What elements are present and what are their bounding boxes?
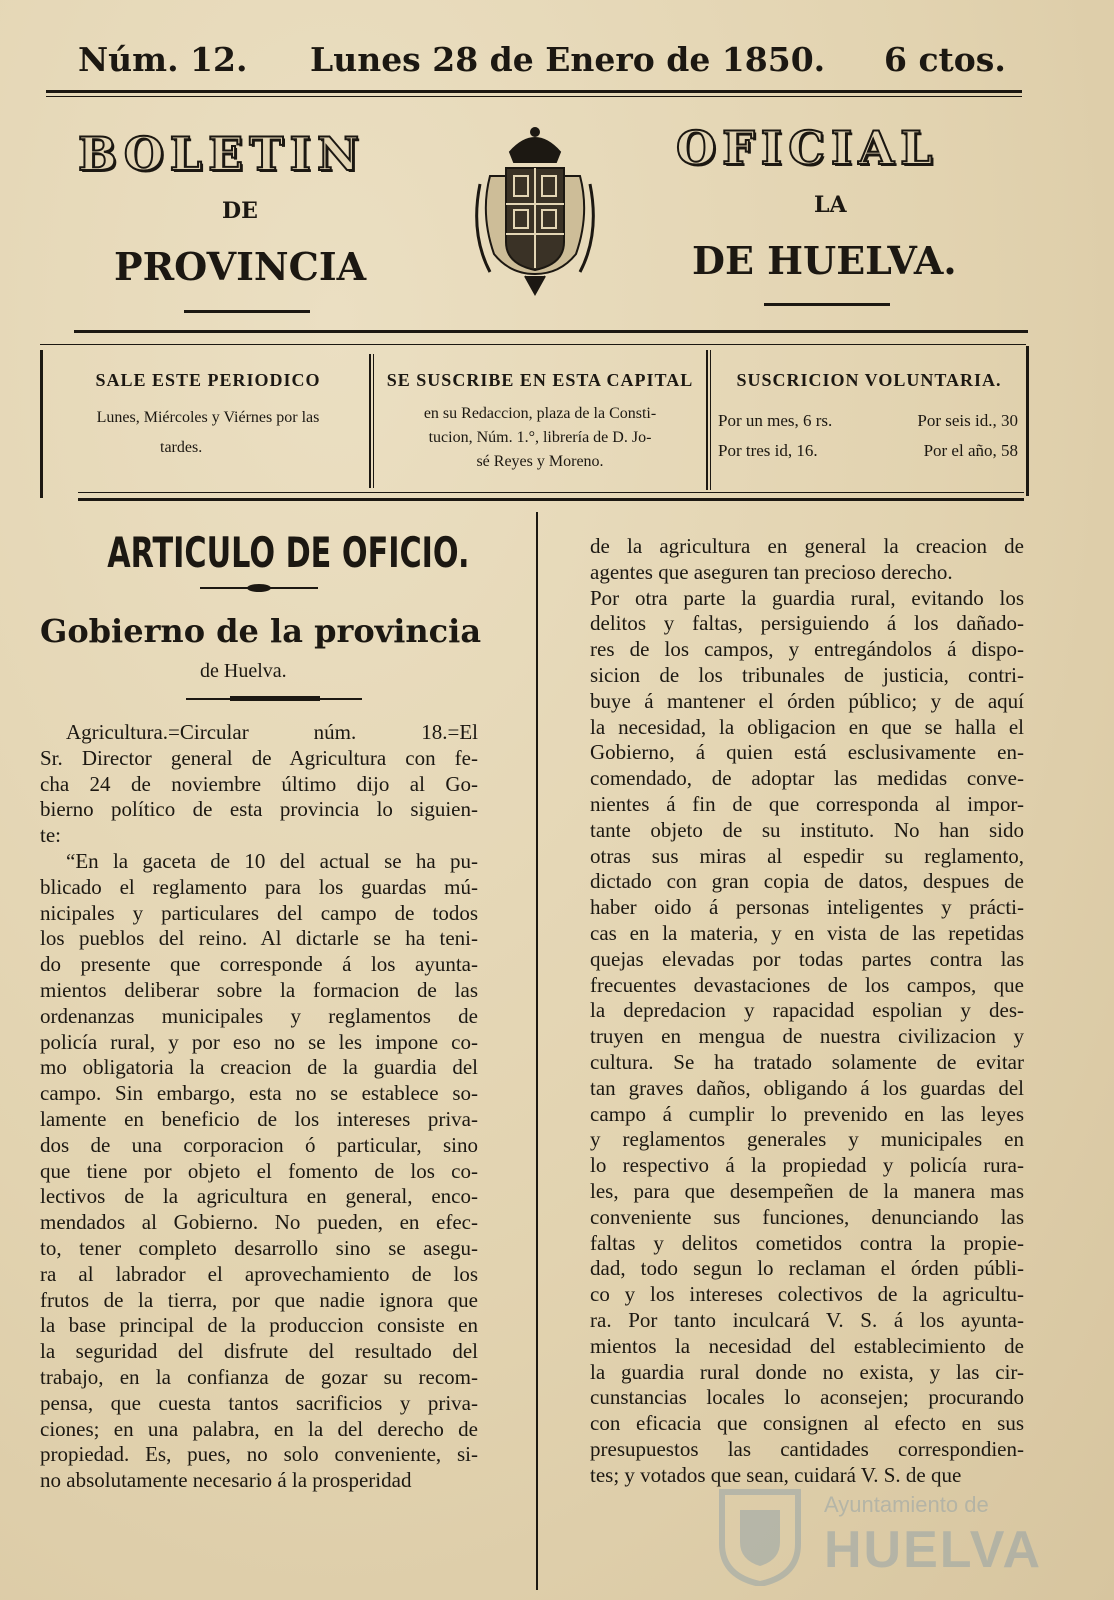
info-box-divider-1b (373, 354, 374, 488)
info-rate: Por el año, 58 (923, 441, 1018, 460)
text-line: propiedad. Es, pues, no solo conveniente, si- (40, 1442, 478, 1467)
info-place-line: en su Redaccion, plaza de la Consti- (423, 405, 657, 422)
text-line: lamente en beneficio de los intereses priva- (40, 1107, 478, 1131)
text-line: Por otra parte la guardia rural, evitando los (590, 585, 1024, 610)
article-subheading: de Huelva. (200, 660, 287, 682)
text-line: sicion de los tribunales de justicia, contri- (590, 663, 1024, 687)
info-box-top-thin (40, 344, 1026, 345)
text-line: do presente que corresponde á los ayunta- (40, 952, 478, 977)
info-schedule-heading: SALE ESTE PERIODICO (95, 370, 321, 390)
text-line: ra. Por tanto inculcará V. S. á los ayunta- (590, 1308, 1024, 1332)
text-line: lo respectivo á la propiedad y policía rura- (590, 1153, 1024, 1178)
text-line: ra al labrador el aprovechamiento de los (40, 1261, 478, 1286)
info-box-divider-2b (710, 350, 711, 490)
text-line: conveniente sus funciones, denunciando las (590, 1204, 1024, 1229)
text-line: trabajo, en la confianza de gozar su recom- (40, 1365, 478, 1389)
text-line: nientes á fin de que corresponda al impor- (590, 792, 1024, 816)
text-line: faltas y delitos cometidos contra la propie- (590, 1230, 1024, 1255)
info-rate: Por un mes, 6 rs. (718, 411, 833, 430)
info-subscription-rates (714, 356, 1024, 486)
masthead-rule-left (184, 310, 310, 313)
text-line: bierno político de esta provincia lo siguien- (40, 797, 478, 822)
text-line: frutos de la tierra, por que nadie ignora que (40, 1287, 478, 1312)
text-line: te: (40, 823, 61, 848)
text-line: dad, todo segun lo reclaman el órden públi- (590, 1256, 1024, 1281)
text-line: cas en la materia, y en vista de las repetidas (590, 921, 1024, 945)
top-rule-thick (46, 90, 1022, 93)
info-place-heading: SE SUSCRIBE EN ESTA CAPITAL (386, 370, 694, 390)
text-line: la base principal de la produccion consiste en (40, 1313, 478, 1338)
text-line: truyen en mengua de nuestra civilizacion y (590, 1024, 1024, 1049)
info-box-right-border (1026, 346, 1029, 496)
masthead-provincia: PROVINCIA (114, 244, 367, 289)
text-line: dictado con gran copia de datos, despues de (590, 869, 1024, 894)
text-line: lectivos de la agricultura en general, enco- (40, 1184, 478, 1209)
text-line: les, para que desempeñen de la manera mas (590, 1179, 1024, 1203)
title-word-boletin: BOLETIN (78, 127, 366, 181)
info-schedule-line: tardes. (160, 439, 203, 456)
masthead-de: DE (222, 198, 258, 224)
text-line: la seguridad del disfrute del resultado del (40, 1339, 478, 1364)
text-line: cunstancias locales lo aconsejen; procurando (590, 1385, 1024, 1410)
text-line: Agricultura.=Circular núm. 18.=El (66, 720, 478, 744)
text-line: co y los intereses colectivos de la agricultu- (590, 1282, 1024, 1307)
masthead-rule-right (764, 303, 890, 306)
info-subscription-place (378, 356, 702, 486)
info-schedule-line: Lunes, Miércoles y Viérnes por las (96, 409, 320, 426)
text-line: ordenanzas municipales y reglamentos de (40, 1003, 478, 1028)
ornament-divider-icon (200, 582, 318, 594)
text-line: ciones; en una palabra, en la del derecho de (40, 1416, 478, 1441)
info-box-top-rule (74, 330, 1028, 333)
info-rates-heading: SUSCRICION VOLUNTARIA. (736, 370, 1002, 390)
text-line: presupuestos las cantidades correspondien- (590, 1437, 1024, 1461)
text-line: Sr. Director general de Agricultura con fe- (40, 745, 478, 770)
text-line: comendado, de adoptar las medidas conve- (590, 766, 1024, 791)
text-line: la guardia rural donde no exista, y las cir- (590, 1359, 1024, 1384)
text-line: la necesidad, la obligacion en que se halla el (590, 714, 1024, 739)
text-line: dos de una corporacion ó particular, sino (40, 1132, 478, 1157)
text-line: cha 24 de noviembre último dijo al Go- (40, 771, 478, 796)
text-line: cultura. Se ha tratado solamente de evitar (590, 1050, 1024, 1074)
info-rate: Por tres id, 16. (718, 441, 818, 460)
text-line: mientos deliberar sobre la formacion de las (40, 978, 478, 1002)
text-line: policía rural, y por eso no se les impone co- (40, 1029, 478, 1054)
text-line: mientos la necesidad del establecimiento de (590, 1333, 1024, 1358)
info-box-left-border (40, 350, 43, 498)
text-line: quejas elevadas por todas partes contra las (590, 946, 1024, 971)
info-box-bottom-rule (78, 498, 1024, 501)
info-rate: Por seis id., 30 (917, 411, 1018, 430)
heading-rule-center (230, 696, 320, 701)
watermark-line-2: HUELVA (824, 1521, 1043, 1579)
text-line: campo á cumplir lo prevenido en las leyes (590, 1101, 1024, 1126)
text-line: “En la gaceta de 10 del actual se ha pu- (66, 849, 478, 873)
text-line: con eficacia que consignen al efecto en sus (590, 1411, 1024, 1436)
text-line: de la agricultura en general la creacion de (590, 534, 1024, 558)
coat-of-arms-icon (470, 124, 600, 308)
text-line: tante objeto de su instituto. No han sido (590, 817, 1024, 842)
text-line: no absolutamente necesario á la prosperidad (40, 1468, 412, 1493)
text-line: Gobierno, á quien está esclusivamente en- (590, 740, 1024, 765)
text-line: agentes que aseguren tan precioso derecho. (590, 559, 953, 584)
text-line: pensa, que cuesta tantos sacrificios y priva- (40, 1390, 478, 1415)
text-line: otras sus miras al espedir su reglamento, (590, 843, 1024, 868)
info-schedule (50, 356, 366, 486)
masthead-la: LA (814, 192, 847, 218)
top-rule-thin (46, 96, 1022, 97)
text-line: y reglamentos generales y municipales en (590, 1127, 1024, 1152)
text-line: haber oido á personas inteligentes y prácti- (590, 895, 1024, 920)
text-line: delitos y faltas, persiguiendo á los dañado- (590, 611, 1024, 636)
article-heading: Gobierno de la provincia (40, 612, 482, 650)
text-line: la depredacion y rapacidad espolian y des- (590, 998, 1024, 1023)
info-rates-row (714, 406, 1024, 436)
info-box-divider-2 (706, 350, 708, 490)
text-line: mo obligatoria la creacion de la guardia del (40, 1055, 478, 1080)
text-line: to, tener completo desarrollo sino se asegu- (40, 1236, 478, 1260)
section-title: ARTICULO DE OFICIO. (107, 528, 470, 577)
text-line: frecuentes devastaciones de los campos, que (590, 972, 1024, 997)
text-line: que tiene por objeto el fomento de los co- (40, 1158, 478, 1183)
issue-date: Lunes 28 de Enero de 1850. (310, 40, 826, 79)
text-line: nicipales y particulares del campo de todos (40, 900, 478, 925)
info-box-divider-1 (369, 354, 371, 488)
city-seal-icon (712, 1486, 808, 1586)
text-line: blicado el reglamento para los guardas mú- (40, 874, 478, 899)
info-place-line: tucion, Núm. 1.°, librería de D. Jo- (428, 429, 652, 446)
text-line: campo. Sin embargo, esta no se establece so- (40, 1081, 478, 1106)
watermark-line-1: Ayuntamiento de (824, 1492, 989, 1517)
text-line: buye á mantener el órden público; y de aquí (590, 688, 1024, 713)
text-line: tes; y votados que sean, cuidará V. S. de que (590, 1462, 962, 1487)
text-line: mendados al Gobierno. No pueden, en efec- (40, 1210, 478, 1235)
title-word-oficial: OFICIAL (676, 121, 939, 175)
issue-number: Núm. 12. (78, 40, 248, 79)
masthead-de-huelva: DE HUELVA. (692, 238, 957, 283)
info-rates-row (714, 436, 1024, 466)
text-line: los pueblos del reino. Al dictarle se ha teni- (40, 926, 478, 951)
watermark (712, 1486, 1043, 1586)
text-line: res de los campos, y entregándolos á dispo- (590, 637, 1024, 662)
info-place-line: sé Reyes y Moreno. (476, 453, 604, 470)
column-divider (536, 512, 538, 1590)
text-line: tan graves daños, obligando á los guardas del (590, 1075, 1024, 1100)
issue-price: 6 ctos. (884, 40, 1006, 79)
info-box-bottom-thin (78, 492, 1024, 493)
